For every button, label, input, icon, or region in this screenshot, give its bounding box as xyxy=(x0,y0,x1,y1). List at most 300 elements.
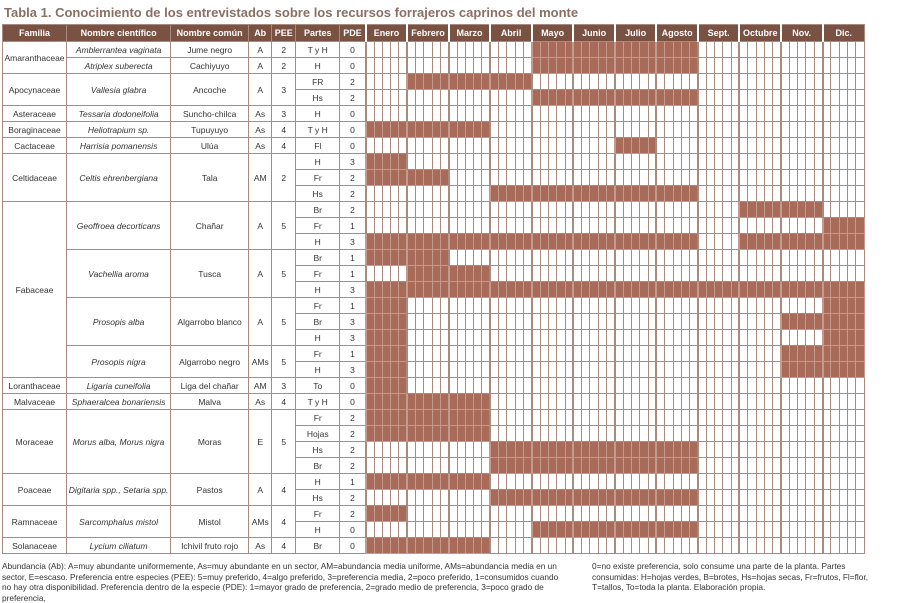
preference-cell-filled xyxy=(424,250,432,266)
table-row xyxy=(3,74,865,90)
preference-cell xyxy=(806,186,814,202)
preference-cell xyxy=(731,170,739,186)
preference-cell-filled xyxy=(656,490,664,506)
preference-cell-filled xyxy=(673,234,681,250)
preference-cell xyxy=(698,474,706,490)
preference-cell-filled xyxy=(648,58,656,74)
preference-cell-filled xyxy=(515,234,523,250)
preference-cell-filled xyxy=(756,282,764,298)
preference-cell xyxy=(806,106,814,122)
preference-cell-filled xyxy=(690,458,698,474)
preference-cell-filled xyxy=(831,282,839,298)
preference-cell xyxy=(582,506,590,522)
preference-cell xyxy=(681,74,689,90)
preference-cell xyxy=(806,170,814,186)
scientific-name-cell: Morus alba, Morus nigra xyxy=(67,410,171,474)
preference-cell xyxy=(781,74,789,90)
preference-cell-filled xyxy=(548,442,556,458)
preference-cell xyxy=(565,122,573,138)
preference-cell xyxy=(474,442,482,458)
month-header: Febrero xyxy=(407,25,449,42)
preference-cell-filled xyxy=(631,442,639,458)
preference-cell xyxy=(374,74,382,90)
preference-cell xyxy=(706,186,714,202)
preference-cell-filled xyxy=(532,490,540,506)
preference-cell xyxy=(573,138,581,154)
preference-cell-filled xyxy=(582,490,590,506)
preference-cell-filled xyxy=(781,234,789,250)
preference-cell xyxy=(698,58,706,74)
preference-cell-filled xyxy=(573,522,581,538)
preference-cell xyxy=(474,362,482,378)
preference-cell-filled xyxy=(582,522,590,538)
preference-cell xyxy=(723,74,731,90)
preference-cell-filled xyxy=(374,234,382,250)
preference-cell-filled xyxy=(856,218,865,234)
preference-cell-filled xyxy=(374,154,382,170)
preference-cell-filled xyxy=(424,474,432,490)
preference-cell xyxy=(615,170,623,186)
preference-cell xyxy=(698,218,706,234)
preference-cell-filled xyxy=(623,522,631,538)
preference-cell xyxy=(507,426,515,442)
preference-cell xyxy=(540,218,548,234)
preference-cell-filled xyxy=(416,266,424,282)
preference-cell-filled xyxy=(416,122,424,138)
preference-cell-filled xyxy=(374,362,382,378)
preference-cell xyxy=(582,298,590,314)
preference-cell xyxy=(681,474,689,490)
preference-cell-filled xyxy=(382,474,390,490)
preference-cell xyxy=(798,266,806,282)
abundance-cell: AMs xyxy=(249,346,272,378)
preference-cell-filled xyxy=(540,186,548,202)
preference-cell-filled xyxy=(847,330,855,346)
preference-cell-filled xyxy=(416,410,424,426)
preference-cell xyxy=(548,138,556,154)
preference-cell xyxy=(482,522,490,538)
preference-cell xyxy=(490,90,498,106)
preference-cell xyxy=(789,506,797,522)
preference-cell xyxy=(748,122,756,138)
preference-cell xyxy=(823,442,831,458)
preference-cell-filled xyxy=(739,282,747,298)
preference-cell xyxy=(814,490,822,506)
preference-cell xyxy=(499,506,507,522)
preference-cell xyxy=(648,74,656,90)
preference-cell xyxy=(789,42,797,58)
preference-cell-filled xyxy=(490,234,498,250)
preference-cell xyxy=(515,362,523,378)
preference-cell xyxy=(598,538,606,554)
preference-cell-filled xyxy=(399,394,407,410)
preference-cell-filled xyxy=(607,282,615,298)
preference-cell-filled xyxy=(631,234,639,250)
pee-cell: 5 xyxy=(272,202,296,250)
preference-cell xyxy=(656,426,664,442)
header-pee: PEE xyxy=(272,25,296,42)
preference-cell-filled xyxy=(366,506,374,522)
preference-cell xyxy=(482,458,490,474)
preference-cell-filled xyxy=(856,362,865,378)
preference-cell xyxy=(490,394,498,410)
pde-cell: 0 xyxy=(340,378,366,394)
preference-cell xyxy=(598,298,606,314)
preference-cell xyxy=(424,90,432,106)
preference-cell xyxy=(607,314,615,330)
preference-cell xyxy=(465,154,473,170)
preference-cell xyxy=(648,362,656,378)
preference-cell-filled xyxy=(582,42,590,58)
preference-cell-filled xyxy=(407,282,415,298)
preference-cell-filled xyxy=(573,234,581,250)
preference-cell xyxy=(665,122,673,138)
preference-cell-filled xyxy=(723,282,731,298)
preference-cell xyxy=(490,330,498,346)
preference-cell xyxy=(416,314,424,330)
abundance-cell: AM xyxy=(249,154,272,202)
preference-cell xyxy=(823,202,831,218)
preference-cell-filled xyxy=(823,346,831,362)
preference-cell xyxy=(507,58,515,74)
preference-cell xyxy=(640,538,648,554)
preference-cell xyxy=(457,218,465,234)
preference-cell-filled xyxy=(856,282,865,298)
preference-cell xyxy=(407,218,415,234)
preference-cell-filled xyxy=(598,490,606,506)
table-row xyxy=(3,106,865,122)
preference-cell xyxy=(465,458,473,474)
preference-cell-filled xyxy=(416,538,424,554)
pde-cell: 2 xyxy=(340,458,366,474)
preference-cell xyxy=(823,42,831,58)
preference-cell xyxy=(748,90,756,106)
preference-cell xyxy=(590,346,598,362)
preference-cell-filled xyxy=(681,186,689,202)
preference-cell-filled xyxy=(798,202,806,218)
preference-cell xyxy=(573,314,581,330)
preference-cell xyxy=(723,394,731,410)
preference-cell xyxy=(756,538,764,554)
preference-cell xyxy=(731,458,739,474)
preference-cell xyxy=(407,378,415,394)
preference-cell-filled xyxy=(457,474,465,490)
preference-cell-filled xyxy=(681,282,689,298)
preference-cell xyxy=(557,266,565,282)
preference-cell-filled xyxy=(374,410,382,426)
preference-cell xyxy=(831,250,839,266)
pde-cell: 2 xyxy=(340,202,366,218)
preference-cell xyxy=(656,122,664,138)
preference-cell xyxy=(756,42,764,58)
preference-cell xyxy=(814,426,822,442)
preference-cell xyxy=(548,218,556,234)
preference-cell xyxy=(656,202,664,218)
preference-cell xyxy=(474,314,482,330)
preference-cell xyxy=(781,474,789,490)
preference-cell xyxy=(739,474,747,490)
preference-cell xyxy=(524,522,532,538)
preference-cell xyxy=(366,106,374,122)
preference-cell xyxy=(690,346,698,362)
preference-cell xyxy=(748,538,756,554)
preference-cell xyxy=(532,266,540,282)
part-cell: H xyxy=(296,58,340,74)
pee-cell: 3 xyxy=(272,74,296,106)
preference-cell xyxy=(698,410,706,426)
preference-cell xyxy=(623,474,631,490)
preference-cell xyxy=(440,42,448,58)
preference-cell xyxy=(432,298,440,314)
preference-cell xyxy=(673,362,681,378)
preference-cell xyxy=(582,330,590,346)
preference-cell xyxy=(515,58,523,74)
month-header: Sept. xyxy=(698,25,740,42)
preference-cell xyxy=(640,378,648,394)
preference-cell xyxy=(773,122,781,138)
preference-cell xyxy=(690,410,698,426)
preference-cell-filled xyxy=(548,42,556,58)
preference-cell xyxy=(723,506,731,522)
preference-cell xyxy=(615,410,623,426)
preference-cell xyxy=(582,346,590,362)
preference-cell xyxy=(391,218,399,234)
pde-cell: 2 xyxy=(340,74,366,90)
preference-cell xyxy=(814,266,822,282)
preference-cell xyxy=(598,138,606,154)
preference-cell xyxy=(598,330,606,346)
preference-cell xyxy=(548,426,556,442)
preference-cell xyxy=(839,106,847,122)
preference-cell xyxy=(814,506,822,522)
preference-cell-filled xyxy=(665,90,673,106)
preference-cell xyxy=(706,250,714,266)
preference-cell xyxy=(399,186,407,202)
preference-cell-filled xyxy=(839,234,847,250)
preference-cell xyxy=(656,106,664,122)
preference-cell xyxy=(532,474,540,490)
preference-cell-filled xyxy=(507,490,515,506)
preference-cell xyxy=(690,266,698,282)
preference-cell-filled xyxy=(623,186,631,202)
preference-cell xyxy=(773,362,781,378)
preference-cell xyxy=(623,394,631,410)
preference-cell xyxy=(773,426,781,442)
preference-cell xyxy=(565,202,573,218)
preference-cell xyxy=(524,394,532,410)
scientific-name-cell: Vallesia glabra xyxy=(67,74,171,106)
preference-cell xyxy=(607,298,615,314)
preference-cell xyxy=(474,106,482,122)
preference-cell xyxy=(524,506,532,522)
preference-cell xyxy=(706,154,714,170)
preference-cell xyxy=(648,154,656,170)
preference-cell xyxy=(399,266,407,282)
preference-cell xyxy=(416,106,424,122)
preference-cell xyxy=(532,298,540,314)
preference-cell xyxy=(623,346,631,362)
preference-cell xyxy=(847,538,855,554)
preference-cell xyxy=(548,298,556,314)
preference-cell xyxy=(823,106,831,122)
preference-cell xyxy=(482,106,490,122)
preference-cell-filled xyxy=(457,538,465,554)
preference-cell xyxy=(715,218,723,234)
preference-cell-filled xyxy=(640,42,648,58)
preference-cell xyxy=(723,458,731,474)
preference-cell-filled xyxy=(656,186,664,202)
preference-cell-filled xyxy=(681,42,689,58)
preference-cell xyxy=(731,506,739,522)
preference-cell xyxy=(382,522,390,538)
preference-cell xyxy=(665,346,673,362)
preference-cell xyxy=(839,266,847,282)
preference-cell xyxy=(382,58,390,74)
preference-cell xyxy=(432,362,440,378)
preference-cell-filled xyxy=(798,234,806,250)
preference-cell-filled xyxy=(623,234,631,250)
part-cell: Fr xyxy=(296,218,340,234)
preference-cell xyxy=(814,250,822,266)
preference-cell-filled xyxy=(391,378,399,394)
preference-cell-filled xyxy=(540,442,548,458)
preference-cell xyxy=(457,442,465,458)
preference-cell xyxy=(723,442,731,458)
preference-cell xyxy=(839,58,847,74)
preference-cell xyxy=(382,90,390,106)
preference-cell xyxy=(399,106,407,122)
preference-cell xyxy=(582,218,590,234)
preference-cell-filled xyxy=(806,346,814,362)
preference-cell xyxy=(540,314,548,330)
preference-cell xyxy=(623,426,631,442)
preference-cell xyxy=(706,266,714,282)
preference-cell-filled xyxy=(590,234,598,250)
pde-cell: 0 xyxy=(340,394,366,410)
preference-cell xyxy=(590,330,598,346)
preference-cell-filled xyxy=(823,282,831,298)
preference-cell-filled xyxy=(532,442,540,458)
preference-cell-filled xyxy=(374,122,382,138)
preference-cell xyxy=(432,138,440,154)
preference-cell xyxy=(723,90,731,106)
preference-cell xyxy=(366,90,374,106)
preference-cell xyxy=(698,330,706,346)
preference-cell xyxy=(407,138,415,154)
common-name-cell: Tusca xyxy=(171,250,249,298)
preference-cell-filled xyxy=(374,282,382,298)
preference-cell xyxy=(532,138,540,154)
preference-cell xyxy=(391,266,399,282)
preference-cell xyxy=(490,138,498,154)
preference-cell-filled xyxy=(698,282,706,298)
preference-cell-filled xyxy=(424,538,432,554)
preference-cell xyxy=(515,138,523,154)
preference-cell xyxy=(756,426,764,442)
preference-cell xyxy=(399,458,407,474)
preference-cell xyxy=(565,154,573,170)
part-cell: Hs xyxy=(296,186,340,202)
preference-cell xyxy=(440,218,448,234)
preference-cell xyxy=(781,410,789,426)
preference-cell-filled xyxy=(382,298,390,314)
preference-cell xyxy=(640,506,648,522)
preference-cell xyxy=(856,474,865,490)
preference-cell xyxy=(432,58,440,74)
preference-cell xyxy=(723,410,731,426)
preference-cell xyxy=(706,490,714,506)
preference-cell xyxy=(465,298,473,314)
preference-cell xyxy=(457,458,465,474)
preference-cell xyxy=(856,58,865,74)
preference-cell xyxy=(731,394,739,410)
preference-cell-filled xyxy=(432,538,440,554)
preference-cell-filled xyxy=(690,234,698,250)
part-cell: Fr xyxy=(296,170,340,186)
scientific-name-cell: Prosopis alba xyxy=(67,298,171,346)
preference-cell xyxy=(690,250,698,266)
preference-cell xyxy=(449,170,457,186)
preference-cell xyxy=(723,474,731,490)
preference-cell xyxy=(532,106,540,122)
preference-cell-filled xyxy=(366,154,374,170)
preference-cell xyxy=(648,346,656,362)
preference-cell xyxy=(831,122,839,138)
preference-cell xyxy=(847,474,855,490)
preference-cell xyxy=(366,138,374,154)
preference-cell-filled xyxy=(507,186,515,202)
preference-cell xyxy=(482,330,490,346)
preference-cell xyxy=(623,298,631,314)
pde-cell: 2 xyxy=(340,490,366,506)
preference-cell-filled xyxy=(407,234,415,250)
preference-cell xyxy=(623,330,631,346)
preference-cell-filled xyxy=(582,186,590,202)
preference-cell xyxy=(748,154,756,170)
preference-cell xyxy=(798,506,806,522)
preference-cell xyxy=(532,74,540,90)
preference-cell-filled xyxy=(706,282,714,298)
preference-cell xyxy=(407,202,415,218)
preference-cell xyxy=(715,458,723,474)
preference-cell xyxy=(723,330,731,346)
preference-cell xyxy=(698,522,706,538)
preference-cell-filled xyxy=(756,234,764,250)
pee-cell: 4 xyxy=(272,394,296,410)
preference-cell-filled xyxy=(490,490,498,506)
preference-cell-filled xyxy=(565,42,573,58)
preference-cell xyxy=(665,410,673,426)
preference-cell xyxy=(681,538,689,554)
preference-cell xyxy=(690,218,698,234)
preference-cell-filled xyxy=(806,202,814,218)
preference-cell xyxy=(565,218,573,234)
preference-cell xyxy=(856,522,865,538)
preference-cell xyxy=(391,58,399,74)
common-name-cell: Ulúa xyxy=(171,138,249,154)
preference-cell-filled xyxy=(690,490,698,506)
preference-cell xyxy=(631,314,639,330)
preference-cell-filled xyxy=(623,282,631,298)
pde-cell: 3 xyxy=(340,362,366,378)
preference-cell xyxy=(814,42,822,58)
preference-cell xyxy=(839,122,847,138)
preference-cell xyxy=(764,410,772,426)
preference-cell xyxy=(524,106,532,122)
preference-cell xyxy=(731,154,739,170)
preference-cell-filled xyxy=(573,490,581,506)
preference-cell-filled xyxy=(440,394,448,410)
